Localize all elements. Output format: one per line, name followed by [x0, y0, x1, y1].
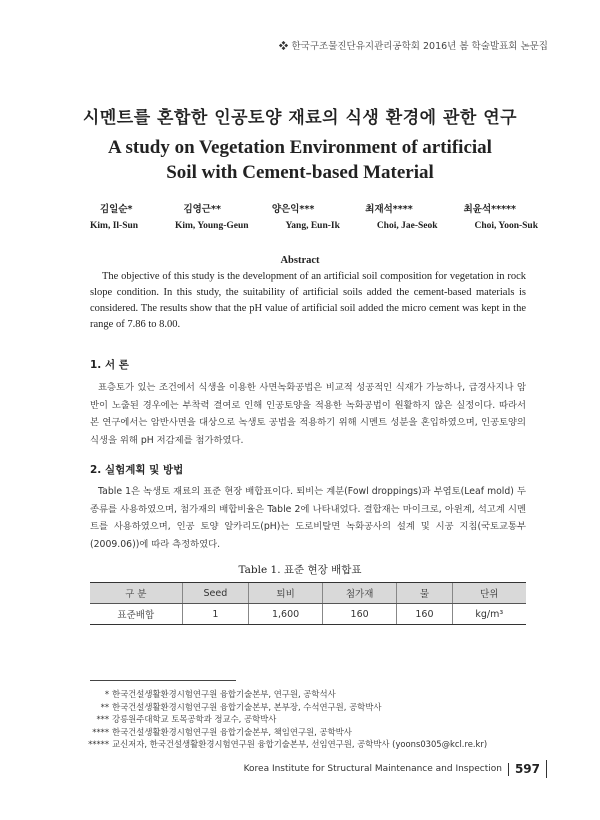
page-number: 597: [514, 762, 540, 776]
section-2-body: Table 1은 녹생토 재료의 표준 현장 배합표이다. 퇴비는 계분(Fowl droppings)과 부엽토(Leaf mold) 두 종류를 사용하였으며, 첨가재의 배합비율은 Table 2에 나타내었다. 결합재는 마이크로, 아윈계, 석고계 시멘트를 사용하였으며, 인공 토양 알카리도(pH)는 도로비탈면 녹화공사의 설계 및 시공 지침(국토교통부(2009.06))에 따라 측정하였다.: [90, 486, 526, 550]
author-3-ko: 양은익***: [271, 204, 315, 215]
footer-edge-bar: [546, 760, 547, 778]
title-korean: 시멘트를 혼합한 인공토양 재료의 식생 환경에 관한 연구: [82, 108, 518, 128]
footnote: [75, 738, 535, 751]
footnote-mark: ***: [96, 714, 109, 724]
abstract-body: The objective of this study is the development of an artificial soil composition for vegetation in rock slope condition. In this study, the suitability of artificial soils added the cement-based materials is considered. The results show that the pH value of artificial soil added the micro cement was kept in the range of 7.86 to 8.00.: [90, 271, 526, 330]
footnote-mark: ****: [92, 726, 109, 737]
table-cell: 1: [182, 604, 249, 625]
footnotes: [75, 688, 535, 751]
table-header-cell: 단위: [452, 583, 526, 604]
running-header: [279, 38, 548, 52]
footer-divider: [508, 763, 509, 776]
footer-organization: Korea Institute for Structural Maintenance and Inspection: [243, 764, 502, 774]
author-2-ko: 김영근**: [183, 204, 221, 215]
footnote-mark: *: [104, 689, 109, 699]
table-row: [90, 604, 526, 625]
table-cell: 160: [322, 604, 396, 625]
footnote-divider: [90, 680, 236, 681]
abstract-heading: Abstract: [280, 255, 320, 266]
author-block: [62, 201, 538, 231]
footnote-text: 교신저자, 한국건설생활환경시험연구원 융합기술본부, 선임연구원, 공학박사 (yoons0305@kcl.re.kr): [112, 739, 488, 749]
table-header-cell: 물: [397, 583, 452, 604]
author-5-ko: 최윤석*****: [463, 204, 516, 215]
footnote: [75, 726, 535, 739]
proceedings-title: 한국구조물진단유지관리공학회 2016년 봄 학술발표회 논문집: [291, 41, 548, 52]
table-cell: 160: [397, 604, 452, 625]
table-header-row: [90, 583, 526, 604]
author-4-en: Choi, Jae-Seok: [376, 221, 438, 231]
section-1-body: 표층토가 있는 조건에서 식생을 이용한 사면녹화공법은 비교적 성공적인 식재가 가능하나, 급경사지나 암반이 노출된 경우에는 부착력 결여로 인해 인공토양을 적용한 녹화공법이 원활하지 않은 실정이다. 따라서 본 연구에서는 암반사면을 대상으로 녹생토 공법을 적용하기 위해 시멘트 성분을 혼입하였으며, 인공토양의 식생을 위해 pH 저감제를 첨가하였다.: [90, 382, 526, 446]
table-1: [90, 582, 526, 625]
table-header-cell: 구 분: [90, 583, 182, 604]
page-footer: [244, 760, 547, 778]
table-cell: 1,600: [249, 604, 323, 625]
table-header-cell: 첨가재: [322, 583, 396, 604]
table-1-caption: Table 1. 표준 현장 배합표: [238, 564, 362, 576]
title-english-line2: Soil with Cement-based Material: [166, 162, 434, 183]
table-cell: 표준배합: [90, 604, 182, 625]
author-1-ko: 김일순*: [100, 204, 133, 215]
author-names-english: [62, 221, 538, 231]
author-4-ko: 최재석****: [365, 204, 413, 215]
author-names-korean: [62, 201, 538, 215]
diamond-cluster-icon: [279, 41, 288, 50]
footnote: [75, 713, 535, 726]
table-cell: kg/m³: [452, 604, 526, 625]
footnote-mark: *****: [88, 739, 109, 749]
section-1-heading: 1. 서 론: [90, 359, 129, 371]
table-header-cell: 퇴비: [249, 583, 323, 604]
footnote-text: 강릉원주대학교 토목공학과 정교수, 공학박사: [112, 714, 277, 724]
footnote: [75, 688, 535, 701]
footnote-text: 한국건설생활환경시험연구원 융합기술본부, 연구원, 공학석사: [112, 689, 336, 699]
section-2-heading: 2. 실험계획 및 방법: [90, 464, 184, 476]
title-english-line1: A study on Vegetation Environment of artificial: [108, 137, 492, 158]
title-english: [0, 135, 600, 185]
footnote: [75, 701, 535, 714]
author-3-en: Yang, Eun-Ik: [285, 221, 340, 231]
table-header-cell: Seed: [182, 583, 249, 604]
footnote-mark: **: [100, 701, 109, 712]
footnote-text: 한국건설생활환경시험연구원 융합기술본부, 책임연구원, 공학박사: [112, 726, 352, 737]
author-5-en: Choi, Yoon-Suk: [474, 221, 538, 231]
author-1-en: Kim, Il-Sun: [90, 221, 139, 231]
author-2-en: Kim, Young-Geun: [174, 221, 249, 231]
footnote-text: 한국건설생활환경시험연구원 융합기술본부, 본부장, 수석연구원, 공학박사: [112, 701, 382, 712]
